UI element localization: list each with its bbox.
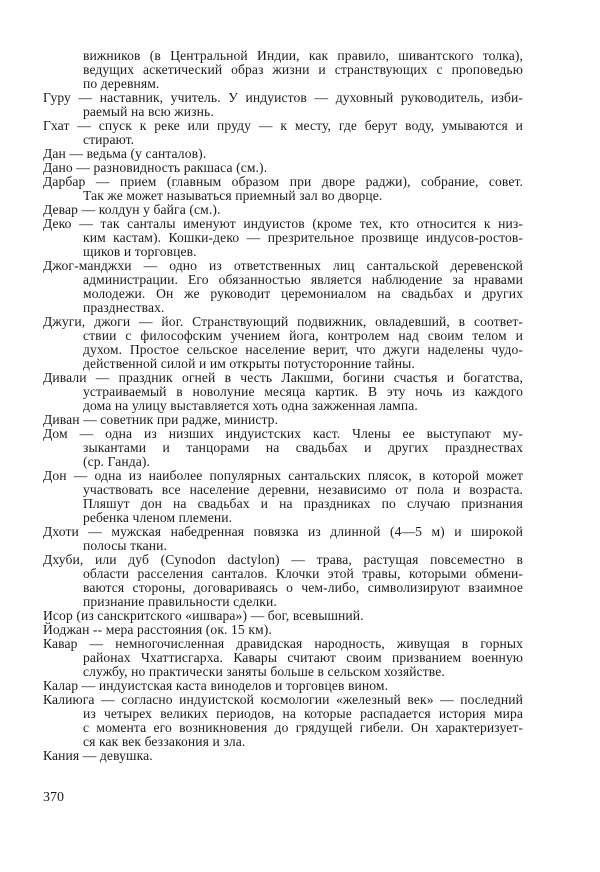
entry-term-line: Калар — индуистская каста виноделов и торговцев вином. — [43, 678, 389, 693]
entry-term-line: Деко — так санталы именуют индуистов (кроме тех, кто относится к низ- — [43, 216, 523, 231]
entry-line: ребенка членом племени. — [83, 510, 233, 525]
entry-term-line: Гуру — наставник, учитель. У индуистов — духовный руководитель, изби- — [43, 90, 523, 105]
entry-line: ся как век беззакония и зла. — [83, 734, 246, 749]
entry-term-line: Кавар — немногочисленная дравидская народность, живущая в горных — [43, 636, 523, 651]
entry-term-line: Калиюга — согласно индуистской космологии «железный век» — последний — [43, 692, 523, 707]
entry-line: Так же может называться приемный зал во дворце. — [83, 188, 383, 203]
glossary-entry — [43, 427, 523, 469]
glossary-entry — [43, 259, 523, 315]
entry-term-line: Диван — советник при радже, министр. — [43, 412, 279, 427]
entry-line: по деревням. — [83, 76, 160, 91]
entry-line: ведущих аскетический образ жизни и странствующих с проповедью — [83, 62, 523, 77]
entry-line: ким кастам). Кошки-деко — презрительное прозвище индусов-ростов- — [83, 230, 523, 245]
glossary-entry — [43, 161, 523, 175]
entry-term-line: Девар — колдун у байга (см.). — [43, 202, 221, 217]
glossary-entry — [43, 119, 523, 147]
entry-line: щиков и торговцев. — [83, 244, 197, 259]
glossary-entry — [43, 637, 523, 679]
entry-line: области расселения санталов. Клочки этой травы, которыми обмени- — [83, 566, 523, 581]
entry-term-line: Джог-манджхи — одно из ответственных лиц сантальской деревенской — [43, 258, 523, 273]
glossary-entry — [43, 91, 523, 119]
glossary-entry — [43, 609, 523, 623]
entry-line: зыкантами и танцорами на свадьбах и других празднествах — [83, 440, 523, 455]
glossary-entry — [43, 469, 523, 525]
glossary-entry — [43, 147, 523, 161]
glossary-entry — [43, 203, 523, 217]
entry-line: признание правильности сделки. — [83, 594, 277, 609]
entry-line: устраиваемый в новолуние месяца картик. В эту ночь из каждого — [83, 384, 523, 399]
glossary-entry — [43, 525, 523, 553]
glossary-entry — [43, 49, 523, 91]
entry-term-line: Дан — ведьма (у санталов). — [43, 146, 207, 161]
entry-term-line: Кания — девушка. — [43, 748, 153, 763]
entry-line: ствии с философским учением йога, контролем над своим телом и — [83, 328, 523, 343]
entry-line: Пляшут дон на свадьбах и на праздниках по случаю признания — [83, 496, 523, 511]
entry-line: с момента его возникновения до грядущей гибели. Он характеризует- — [83, 720, 523, 735]
entry-line: полосы ткани. — [83, 538, 167, 553]
entry-term-line: Дивали — праздник огней в честь Лакшми, богини счастья и богатства, — [43, 370, 523, 385]
entry-term-line: Дон — одна из наиболее популярных сантальских плясок, в которой может — [43, 468, 523, 483]
glossary-entry — [43, 371, 523, 413]
entry-term-line: Гхат — спуск к реке или пруду — к месту, где берут воду, умываются и — [43, 118, 523, 133]
entry-term-line: Дхоти — мужская набедренная повязка из длинной (4—5 м) и широкой — [43, 524, 523, 539]
entry-line: действенной силой и им открыты потусторонние тайны. — [83, 356, 415, 371]
entry-line: празднествах. — [83, 300, 165, 315]
entry-term-line: Йоджан -- мера расстояния (ок. 15 км). — [43, 622, 272, 637]
entry-term-line: Дано — разновидность ракшаса (см.). — [43, 160, 268, 175]
entry-line: (ср. Ганда). — [83, 454, 151, 469]
glossary-entry — [43, 623, 523, 637]
entry-line: службу, но практически заняты больше в сельском хозяйстве. — [83, 664, 445, 679]
glossary-entry — [43, 679, 523, 693]
glossary-entry — [43, 175, 523, 203]
entry-line: дома на улицу выставляется хоть одна зажженная лампа. — [83, 398, 418, 413]
entry-term-line: Дом — одна из низших индуистских каст. Члены ее выступают му- — [43, 426, 523, 441]
glossary-entry — [43, 749, 523, 763]
entry-term-line: Джуги, джоги — йог. Странствующий подвижник, овладевший, в соответ- — [43, 314, 523, 329]
glossary-entry — [43, 693, 523, 749]
entry-term-line: Исор (из санскритского «ишвара») — бог, всевышний. — [43, 608, 364, 623]
entry-line: администрации. Его обязанностью является наблюдение за нравами — [83, 272, 523, 287]
entry-line: стирают. — [83, 132, 135, 147]
entry-line: участвовать все население деревни, независимо от пола и возраста. — [83, 482, 523, 497]
entry-line: духом. Простое сельское население верит, что джуги наделены чудо- — [83, 342, 523, 357]
glossary-entry — [43, 553, 523, 609]
entry-line: раемый на всю жизнь. — [83, 104, 214, 119]
entry-line: районах Чхаттисгарха. Кавары считают своим призванием военную — [83, 650, 523, 665]
glossary-entry — [43, 315, 523, 371]
entry-line: из четырех великих периодов, на которые распадается история мира — [83, 706, 523, 721]
entry-term-line: Дхуби, или дуб (Cynodon dactylon) — трава, растущая повсеместно в — [43, 552, 523, 567]
glossary-entry — [43, 217, 523, 259]
page-number: 370 — [43, 790, 64, 805]
entry-line: ваются стороны, договариваясь о чем-либо, символизируют взаимное — [83, 580, 523, 595]
entry-term-line: Дарбар — прием (главным образом при дворе раджи), собрание, совет. — [43, 174, 523, 189]
entry-line: вижников (в Центральной Индии, как правило, шивантского толка), — [83, 48, 523, 63]
glossary-entry — [43, 413, 523, 427]
glossary-text — [43, 49, 523, 763]
entry-line: молодежи. Он же руководит церемониалом на свадьбах и других — [83, 286, 523, 301]
